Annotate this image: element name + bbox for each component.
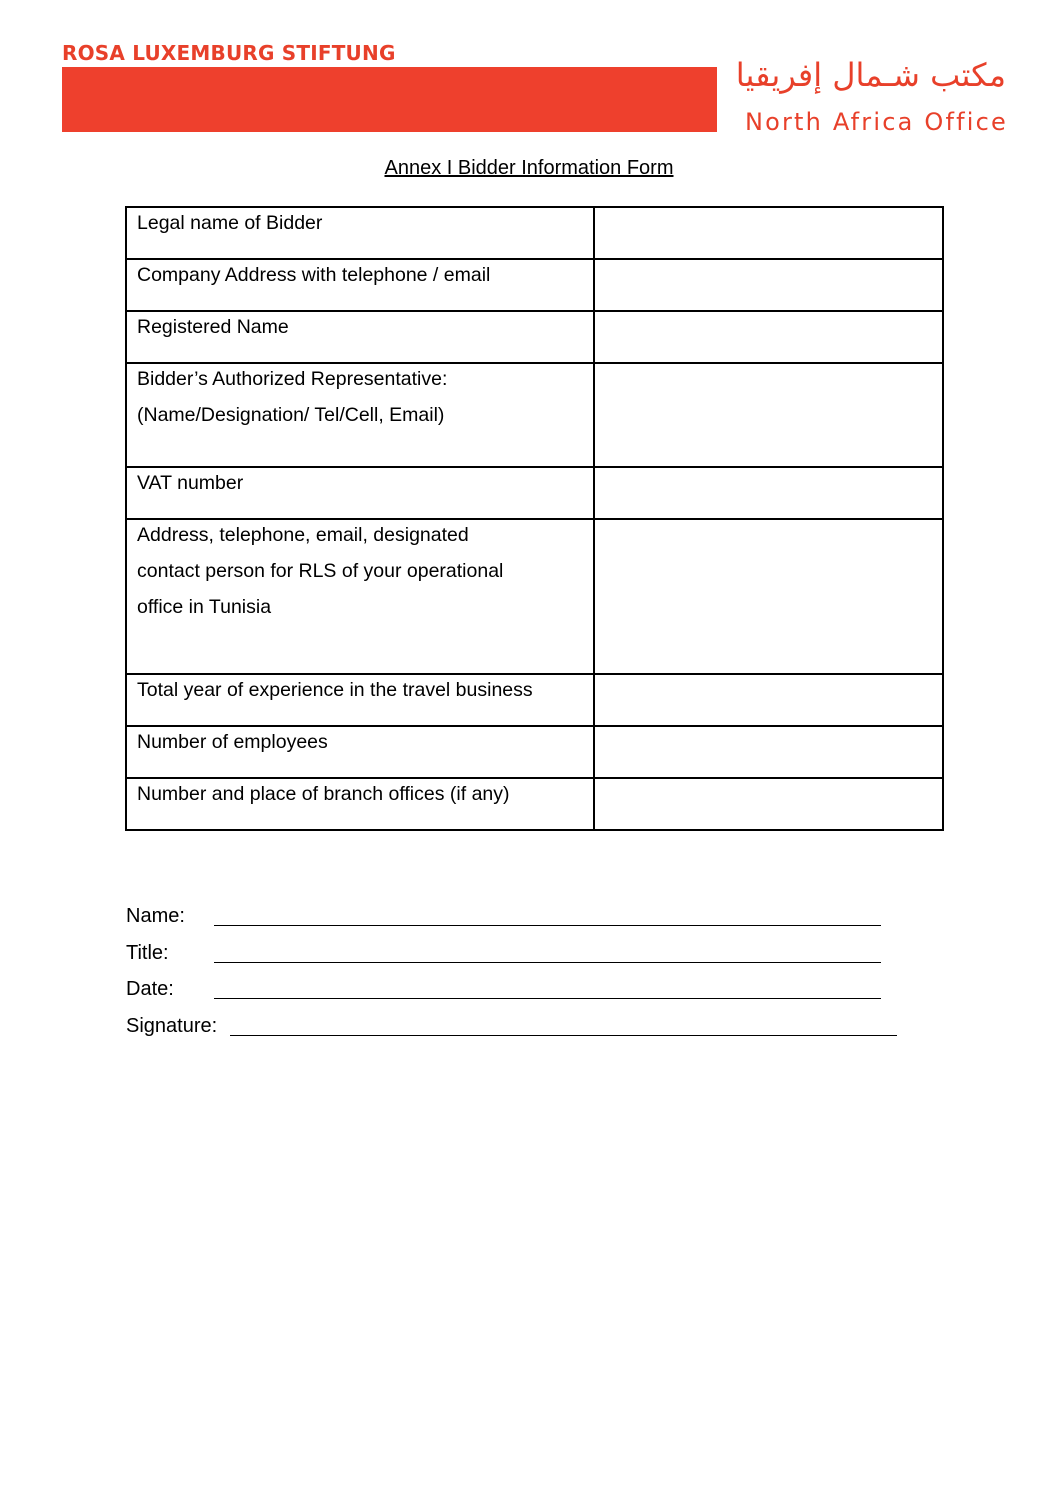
row-label: Bidder’s Authorized Representative: (Name/Designation/ Tel/Cell, Email)	[126, 363, 594, 467]
row-label: Address, telephone, email, designated contact person for RLS of your operational office in Tunisia	[126, 519, 594, 674]
row-value-field[interactable]	[594, 778, 943, 830]
name-line[interactable]	[214, 925, 881, 926]
row-value-field[interactable]	[594, 363, 943, 467]
table-row	[126, 778, 943, 830]
row-value-field[interactable]	[594, 726, 943, 778]
row-label: VAT number	[126, 467, 594, 519]
bidder-info-table	[125, 206, 944, 831]
row-value-field[interactable]	[594, 674, 943, 726]
row-value-field[interactable]	[594, 311, 943, 363]
title-label: Title:	[126, 941, 169, 964]
row-value-field[interactable]	[594, 467, 943, 519]
row-label: Company Address with telephone / email	[126, 259, 594, 311]
form-title: Annex I Bidder Information Form	[384, 157, 674, 179]
table-row	[126, 519, 943, 674]
header-red-band	[62, 67, 717, 132]
row-label: Number and place of branch offices (if any)	[126, 778, 594, 830]
date-label: Date:	[126, 978, 174, 1000]
row-label: Registered Name	[126, 311, 594, 363]
table-row	[126, 363, 943, 467]
row-value-field[interactable]	[594, 207, 943, 259]
row-label: Total year of experience in the travel business	[126, 674, 594, 726]
date-line[interactable]	[214, 998, 881, 999]
office-name-arabic: مكتب شـمال إفريقيا	[735, 56, 1006, 94]
row-label: Legal name of Bidder	[126, 207, 594, 259]
office-name-english: North Africa Office	[744, 108, 1008, 136]
org-name: ROSA LUXEMBURG STIFTUNG	[62, 41, 396, 65]
row-value-field[interactable]	[594, 519, 943, 674]
row-label: Number of employees	[126, 726, 594, 778]
name-label: Name:	[126, 905, 185, 927]
row-value-field[interactable]	[594, 259, 943, 311]
title-line[interactable]	[214, 962, 881, 963]
signature-line[interactable]	[230, 1035, 897, 1036]
signature-label: Signature:	[126, 1014, 218, 1037]
